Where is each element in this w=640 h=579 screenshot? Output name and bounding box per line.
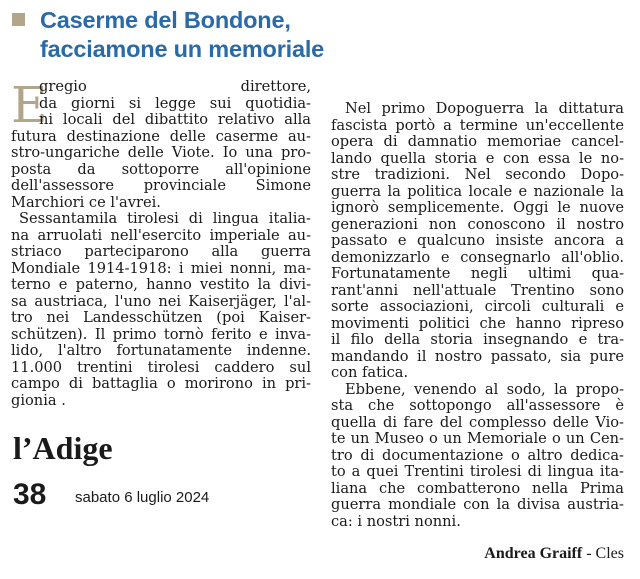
body-line: gregio direttore, (39, 78, 311, 95)
body-line: Ebbene, venendo al sodo, la propo- (345, 380, 624, 398)
body-line: fascista portò a termine un'eccellente (331, 116, 624, 134)
page-number: 38 (13, 478, 47, 511)
body-line: sa austriaca, l'uno nei Kaiserjäger, l'al- (11, 292, 311, 310)
body-line: terno e paterno, hanno vestito la divi- (11, 276, 311, 293)
body-line: to a quei Trentini tirolesi di lingua ita- (331, 463, 624, 480)
body-line: lando quella storia e con essa le no- (331, 149, 624, 167)
newspaper-masthead: l’Adige (13, 430, 113, 466)
body-line: lido, l'altro fortunatamente indenne. (11, 342, 311, 359)
body-line: gionia . (11, 391, 66, 409)
letter-column-2 (331, 101, 624, 530)
body-line: ni locali del dibattito relativo alla (39, 111, 311, 128)
author-name: Andrea Graiff (484, 545, 583, 562)
body-line: opera di damnatio memoriae cancel- (331, 133, 624, 150)
body-line: mandando il nostro passato, sia pure (331, 347, 624, 365)
body-line: guerra mondiale con la divisa austria- (331, 496, 624, 513)
body-line: demonizzarlo e consegnarlo all'oblio. (331, 248, 624, 266)
body-line: ca: i nostri nonni. (331, 512, 461, 530)
body-line: stro-ungariche delle Viote. Io una pro- (11, 144, 311, 161)
body-line: stre tradizioni. Nel secondo Dopo- (331, 166, 624, 183)
body-line: 11.000 trentini tirolesi caddero sul (11, 358, 311, 376)
headline-line-2: facciamone un memoriale (40, 36, 325, 62)
letter-column-1 (11, 76, 311, 409)
body-line: ignorò semplicemente. Oggi le nuove (331, 199, 624, 216)
drop-cap: E (11, 76, 48, 134)
body-line: na arruolati nell'esercito imperiale au- (11, 226, 311, 244)
author-location: - Cles (582, 545, 624, 562)
body-line: il filo della storia insegnando e tra- (331, 331, 624, 348)
signature (484, 545, 624, 563)
body-line: Marchiori ce l'avrei. (11, 193, 161, 211)
body-line: posta da sottoporre all'opinione (11, 160, 311, 178)
body-line: passato e qualcuno insiste ancora a (331, 232, 624, 249)
body-line: Mondiale 1914-1918: i miei nonni, ma- (11, 259, 311, 277)
body-line: Sessantamila tirolesi di lingua italia- (19, 210, 311, 227)
body-line: sorte associazioni, circoli culturali e (331, 298, 624, 315)
body-line: dell'assessore provinciale Simone (11, 177, 311, 194)
body-line: Fortunatamente negli ultimi qua- (331, 265, 624, 282)
body-line: guerra la politica locale e nazionale la (331, 182, 624, 200)
body-line: da giorni si legge sui quotidia- (39, 94, 311, 112)
body-line: te un Museo o un Memoriale o un Cen- (331, 430, 624, 447)
body-line: movimenti politici che hanno ripreso (331, 314, 624, 332)
body-line: rant'anni nell'attuale Trentino sono (331, 281, 624, 299)
body-line: futura destinazione delle caserme au- (11, 127, 311, 145)
section-marker (12, 13, 25, 26)
body-line: generazioni non conoscono il nostro (331, 215, 624, 233)
body-line: quella di fare del complesso delle Vio- (331, 413, 624, 431)
body-line: liana che combatterono nella Prima (331, 479, 624, 497)
headline (40, 6, 324, 64)
body-line: sta che sottopongo all'assessore è (331, 397, 624, 414)
body-line: striaco parteciparono alla guerra (11, 243, 311, 260)
publication-date: sabato 6 luglio 2024 (75, 489, 210, 506)
body-line: schützen). Il primo tornò ferito e inva- (11, 325, 311, 343)
headline-line-1: Caserme del Bondone, (40, 7, 291, 33)
body-line: campo di battaglia o morirono in pri- (11, 375, 311, 392)
body-line: con fatica. (331, 364, 409, 381)
body-line: tro di documentazione o altro dedica- (331, 446, 624, 464)
body-line: Nel primo Dopoguerra la dittatura (345, 100, 624, 117)
body-line: tro nei Landesschützen (poi Kaiser- (11, 309, 311, 326)
